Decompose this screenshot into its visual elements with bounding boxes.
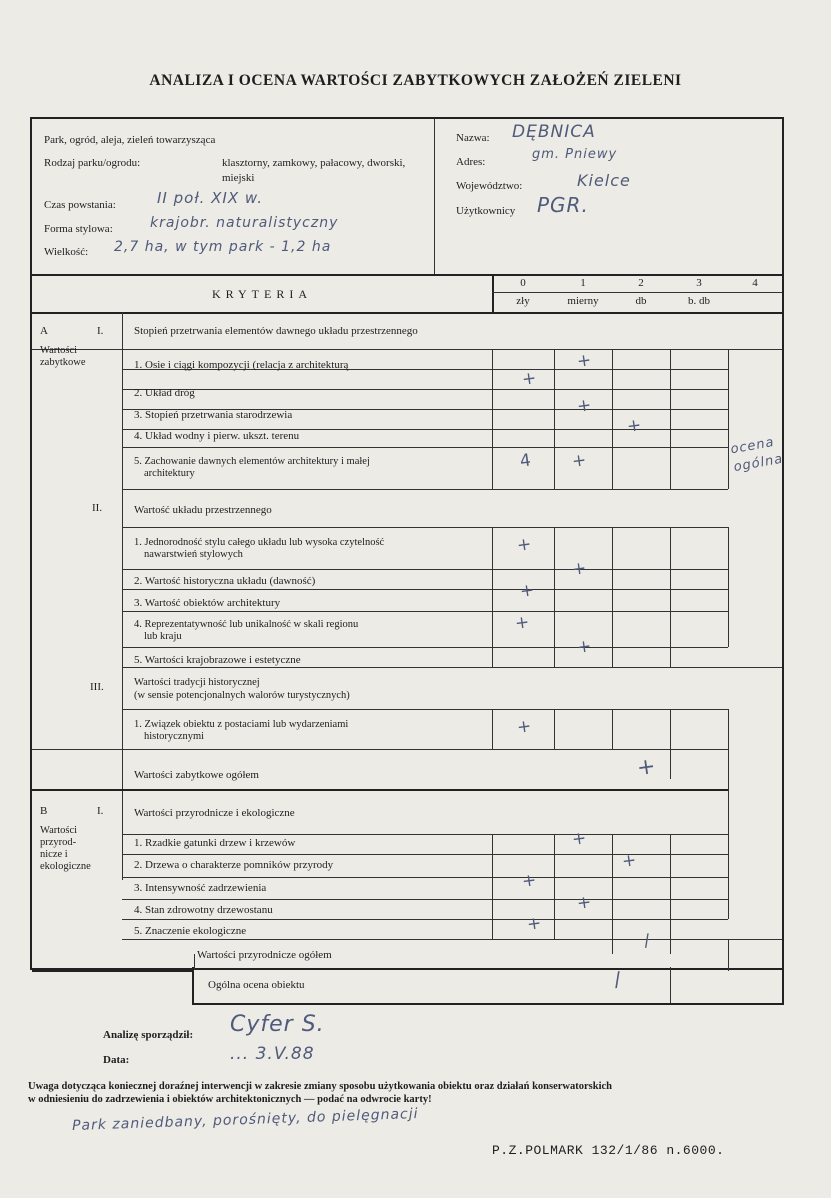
forma-label: Forma stylowa:: [44, 223, 113, 235]
criterion-a3-1-cont: historycznymi: [144, 731, 205, 742]
mark-a1-5-zero: 4: [518, 450, 533, 472]
mark-a2-4: +: [513, 612, 531, 634]
scale-2-number: 2: [638, 277, 644, 289]
criterion-a1-4: 4. Układ wodny i pierw. ukszt. terenu: [134, 430, 300, 442]
mark-a2-2: +: [570, 558, 588, 580]
mark-b1-5: +: [525, 913, 543, 935]
mark-a1-3: +: [575, 395, 593, 417]
mark-a2-1: +: [515, 534, 533, 556]
section-a-num-iii: III.: [90, 681, 104, 693]
mark-a2-5: +: [575, 636, 593, 658]
rodzaj-value: klasztorny, zamkowy, pałacowy, dworski,: [222, 157, 406, 169]
mark-a-total: +: [635, 753, 658, 782]
intervention-note-line-2: w odniesieniu do zadrzewienia i obiektów architektonicznych — podać na odwrocie karty!: [28, 1094, 432, 1105]
date-label: Data:: [103, 1054, 130, 1066]
section-b-title-4: ekologiczne: [40, 861, 91, 872]
analyst-signature: Cyfer S.: [230, 1012, 325, 1037]
mark-a3-1: +: [515, 716, 533, 738]
adres-handwriting: gm. Pniewy: [532, 147, 618, 162]
mark-overall: /: [612, 966, 623, 992]
group-a3-title-1: Wartości tradycji historycznej: [134, 677, 260, 688]
mark-b1-2: +: [620, 850, 638, 872]
mark-b-total: /: [642, 930, 652, 952]
section-b-total: Wartości przyrodnicze ogółem: [197, 949, 332, 961]
forma-handwriting: krajobr. naturalistyczny: [150, 215, 339, 231]
margin-note: ocena ogólna: [729, 434, 785, 476]
mark-b1-4: +: [575, 892, 593, 914]
criterion-a2-2: 2. Wartość historyczna układu (dawność): [134, 575, 316, 587]
scale-0-name: zły: [516, 295, 530, 307]
rodzaj-label: Rodzaj parku/ogrodu:: [44, 157, 141, 169]
scale-1-name: mierny: [567, 295, 599, 307]
scale-1-number: 1: [580, 277, 586, 289]
scale-3-name: b. db: [688, 295, 710, 307]
criterion-b1-5: 5. Znaczenie ekologiczne: [134, 925, 247, 937]
wielkosc-handwriting: 2,7 ha, w tym park - 1,2 ha: [114, 239, 332, 255]
group-a3-title-2: (w sensie potencjonalnych walorów turystycznych): [134, 690, 350, 701]
criterion-a1-2: 2. Układ dróg: [134, 387, 195, 399]
mark-a1-2: +: [520, 368, 538, 390]
section-a-num-ii: II.: [92, 502, 103, 514]
criterion-a2-5: 5. Wartości krajobrazowe i estetyczne: [134, 654, 301, 666]
criterion-a1-3: 3. Stopień przetrwania starodrzewia: [134, 409, 293, 421]
criterion-a1-1: 1. Osie i ciągi kompozycji (relacja z architekturą: [134, 359, 349, 371]
criterion-a2-3: 3. Wartość obiektów architektury: [134, 597, 281, 609]
scale-2-name: db: [635, 295, 647, 307]
criterion-a3-1: 1. Związek obiektu z postaciami lub wydarzeniami: [134, 719, 349, 730]
intervention-handwriting: Park zaniedbany, porośnięty, do pielęgnacji: [71, 1105, 419, 1135]
scale-3-number: 3: [696, 277, 702, 289]
criterion-a2-4: 4. Reprezentatywność lub unikalność w skali regionu: [134, 619, 359, 630]
criterion-a2-4-cont: lub kraju: [144, 631, 182, 642]
printer-imprint: P.Z.POLMARK 132/1/86 n.6000.: [492, 1143, 725, 1158]
section-b-title-1: Wartości: [40, 825, 78, 836]
group-a1-title: Stopień przetrwania elementów dawnego układu przestrzennego: [134, 325, 418, 337]
intervention-note-line-1: Uwaga dotycząca koniecznej doraźnej interwencji w zakresie zmiany sposobu użytkowania obiektu oraz działań konserwatorskich: [28, 1081, 612, 1092]
kryteria-label: KRYTERIA: [212, 287, 312, 301]
criterion-b1-2: 2. Drzewa o charakterze pomników przyrody: [134, 859, 334, 871]
mark-a1-4: +: [625, 415, 643, 437]
criterion-b1-3: 3. Intensywność zadrzewienia: [134, 882, 267, 894]
scale-0-number: 0: [520, 277, 526, 289]
section-b-title-3: nicze i: [40, 849, 68, 860]
document-title: ANALIZA I OCENA WARTOŚCI ZABYTKOWYCH ZAŁOŻEŃ ZIELENI: [149, 72, 682, 89]
section-a-letter: A: [40, 325, 48, 337]
overall-label: Ogólna ocena obiektu: [208, 979, 305, 991]
analyst-label: Analizę sporządził:: [103, 1029, 194, 1041]
adres-label: Adres:: [456, 156, 486, 168]
criterion-b1-4: 4. Stan zdrowotny drzewostanu: [134, 904, 273, 916]
group-a2-title: Wartość układu przestrzennego: [134, 504, 272, 516]
scale-4-number: 4: [752, 277, 758, 289]
mark-b1-3: +: [520, 870, 538, 892]
wojewodztwo-label: Województwo:: [456, 180, 523, 192]
criterion-a2-1-cont: nawarstwień stylowych: [144, 549, 243, 560]
section-a-total: Wartości zabytkowe ogółem: [134, 769, 259, 781]
mark-b1-1: +: [570, 828, 588, 850]
section-b-num-i: I.: [97, 805, 104, 817]
czas-handwriting: II poł. XIX w.: [157, 189, 263, 207]
park-label: Park, ogród, aleja, zieleń towarzysząca: [44, 134, 216, 146]
date-handwriting: ... 3.V.88: [230, 1044, 315, 1064]
intervention-note: [28, 1080, 818, 1106]
section-b-letter: B: [40, 805, 48, 817]
group-b1-title: Wartości przyrodnicze i ekologiczne: [134, 807, 295, 819]
section-a-title-2: zabytkowe: [40, 357, 86, 368]
overall-box: [192, 967, 784, 1005]
criterion-a1-5-cont: architektury: [144, 468, 195, 479]
nazwa-label: Nazwa:: [456, 132, 490, 144]
uzytkownicy-label: Użytkownicy: [456, 205, 516, 217]
criterion-a2-1: 1. Jednorodność stylu całego układu lub wysoka czytelność: [134, 537, 385, 548]
section-b-title-2: przyrod-: [40, 837, 77, 848]
criterion-a1-5: 5. Zachowanie dawnych elementów architektury i małej: [134, 456, 370, 467]
uzytkownicy-handwriting: PGR.: [537, 193, 589, 217]
section-a-title-1: Wartości: [40, 345, 78, 356]
rodzaj-value-2: miejski: [222, 172, 255, 184]
wielkosc-label: Wielkość:: [44, 246, 89, 258]
wojewodztwo-handwriting: Kielce: [577, 171, 631, 190]
czas-label: Czas powstania:: [44, 199, 116, 211]
nazwa-handwriting: DĘBNICA: [512, 122, 596, 142]
mark-a1-5: +: [570, 450, 588, 472]
criterion-b1-1: 1. Rzadkie gatunki drzew i krzewów: [134, 837, 296, 849]
mark-a1-1: +: [575, 350, 593, 372]
mark-a2-3: +: [518, 580, 536, 602]
evaluation-form: [30, 117, 784, 970]
section-a-num-i: I.: [97, 325, 104, 337]
